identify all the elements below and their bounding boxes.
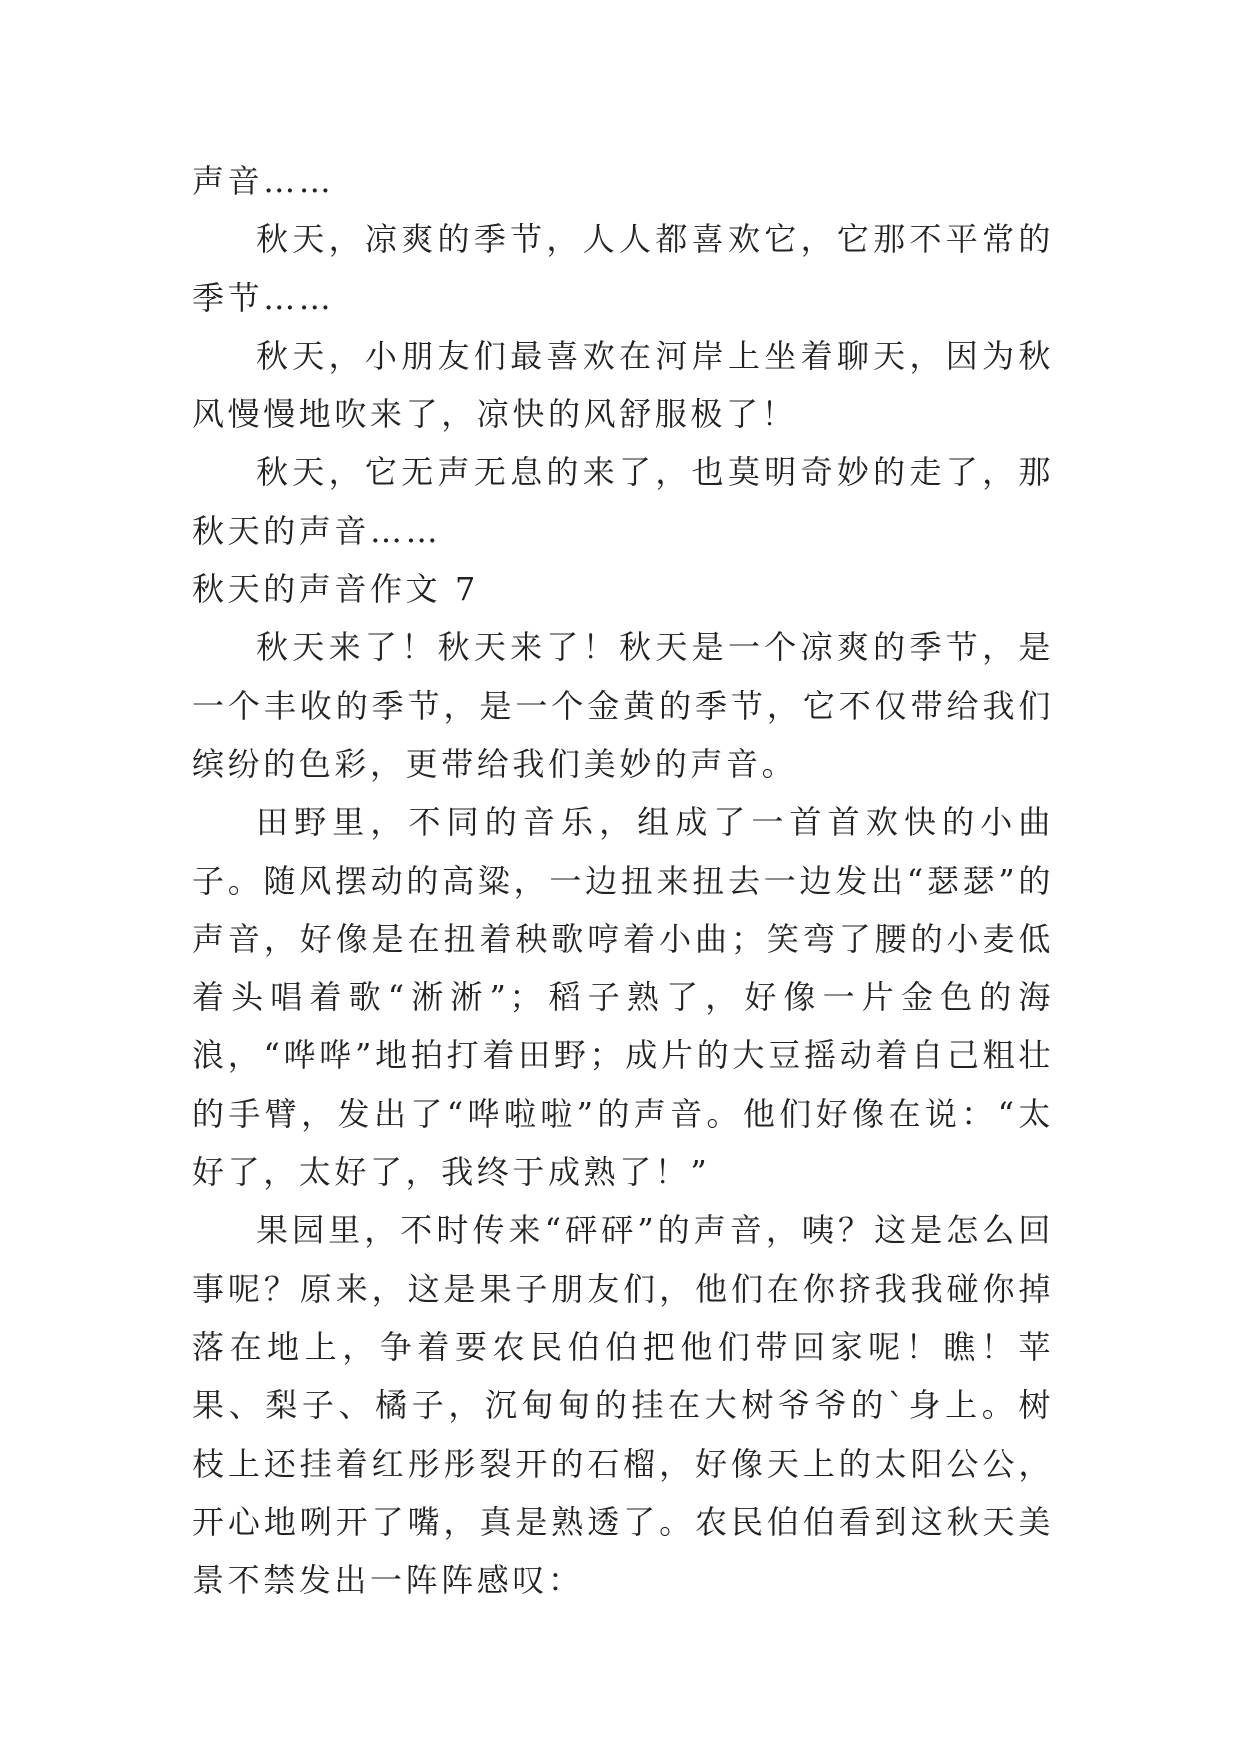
paragraph-1: 声音…… — [192, 162, 335, 200]
paragraph-6: 田野里，不同的音乐，组成了一首首欢快的小曲子。随风摆动的高粱，一边扭来扭去一边发出“瑟瑟”的声音，好像是在扭着秧歌哼着小曲；笑弯了腰的小麦低着头唱着歌“淅淅”；稻子熟了，好像一片金色的海浪，“哗哗”地拍打着田野；成片的大豆摇动着自己粗壮的手臂，发出了“哗啦啦”的声音。他们好像在说：“太好了，太好了，我终于成熟了！” — [192, 803, 1054, 1192]
paragraph-5: 秋天来了！秋天来了！秋天是一个凉爽的季节，是一个丰收的季节，是一个金黄的季节，它不仅带给我们缤纷的色彩，更带给我们美妙的声音。 — [192, 628, 1054, 783]
section-heading: 秋天的声音作文 7 — [192, 570, 479, 609]
paragraph-7: 果园里，不时传来“砰砰”的声音，咦？这是怎么回事呢？原来，这是果子朋友们，他们在你挤我我碰你掉落在地上，争着要农民伯伯把他们带回家呢！瞧！苹果、梨子、橘子，沉甸甸的挂在大树爷爷的`身上。树枝上还挂着红彤彤裂开的石榴，好像天上的太阳公公，开心地咧开了嘴，真是熟透了。农民伯伯看到这秋天美景不禁发出一阵阵感叹： — [192, 1211, 1054, 1600]
paragraph-2: 秋天，凉爽的季节，人人都喜欢它，它那不平常的季节…… — [192, 220, 1054, 317]
paragraph-3: 秋天，小朋友们最喜欢在河岸上坐着聊天，因为秋风慢慢地吹来了，凉快的风舒服极了！ — [192, 336, 1054, 434]
paragraph-4: 秋天，它无声无息的来了，也莫明奇妙的走了，那秋天的声音…… — [192, 453, 1054, 550]
document-body — [192, 152, 1054, 1609]
